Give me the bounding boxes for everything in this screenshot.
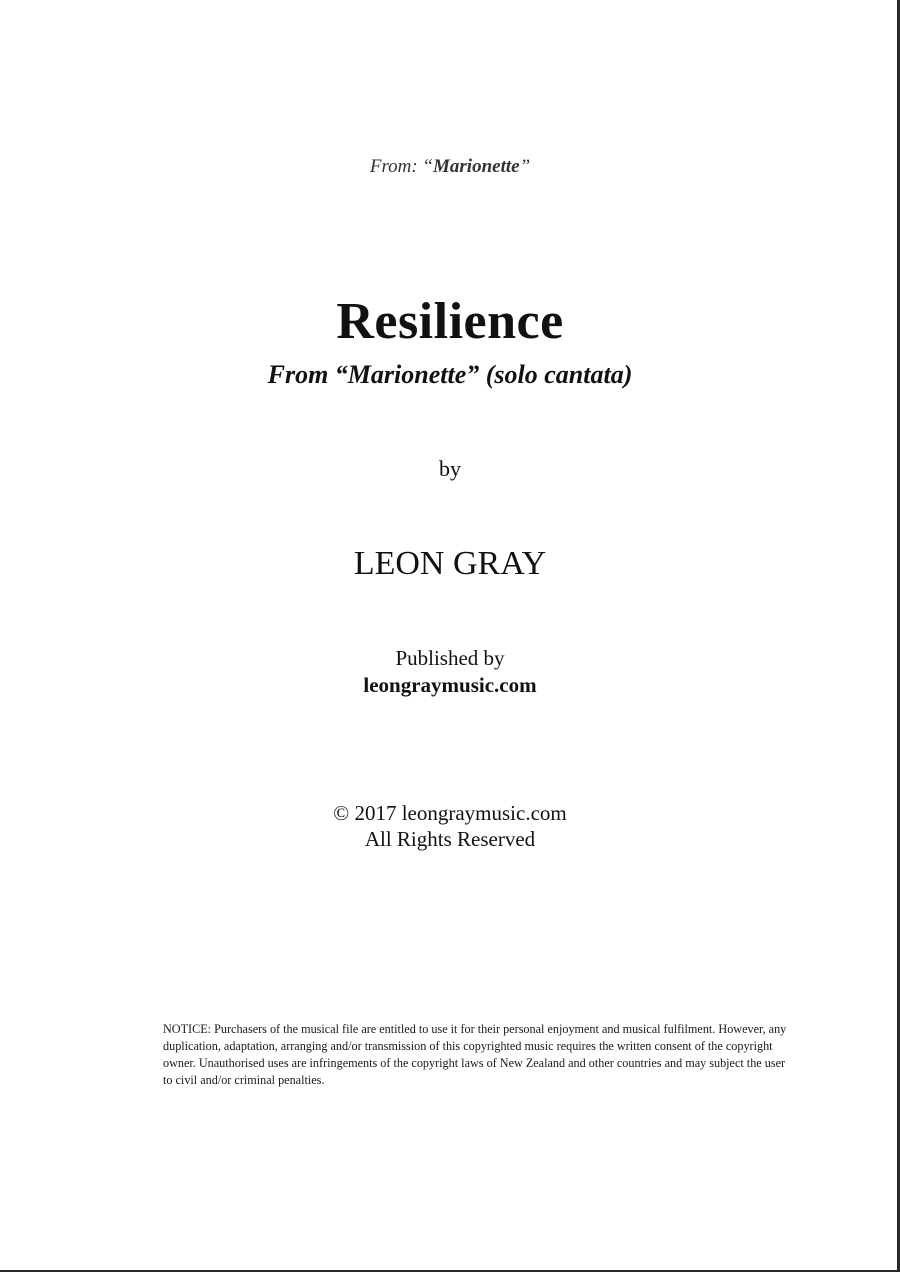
- page-title: Resilience: [336, 293, 564, 350]
- copyright-line: © 2017 leongraymusic.com: [333, 801, 567, 825]
- composer-name: LEON GRAY: [353, 545, 547, 582]
- publisher-label: Published by: [395, 646, 505, 670]
- from-prefix: From: “: [369, 156, 434, 177]
- from-suffix: ”: [519, 156, 531, 177]
- from-work-title: Marionette: [433, 156, 520, 177]
- rights-line: All Rights Reserved: [364, 827, 536, 851]
- publisher-site: leongraymusic.com: [363, 673, 537, 697]
- legal-notice: NOTICE: Purchasers of the musical file are entitled to use it for their personal enjoyment and musical fulfilment. However, any duplication, adaptation, arranging and/or transmission of this copyrighted music requires the written consent of the copyright owner. Unauthorised uses are infringements of the copyright laws of New Zealand and other countries and may subject the user to civil and/or criminal penalties.: [163, 1022, 787, 1087]
- from-line: [0, 156, 900, 178]
- subtitle: From “Marionette” (solo cantata): [267, 360, 633, 389]
- by-label: by: [439, 456, 461, 481]
